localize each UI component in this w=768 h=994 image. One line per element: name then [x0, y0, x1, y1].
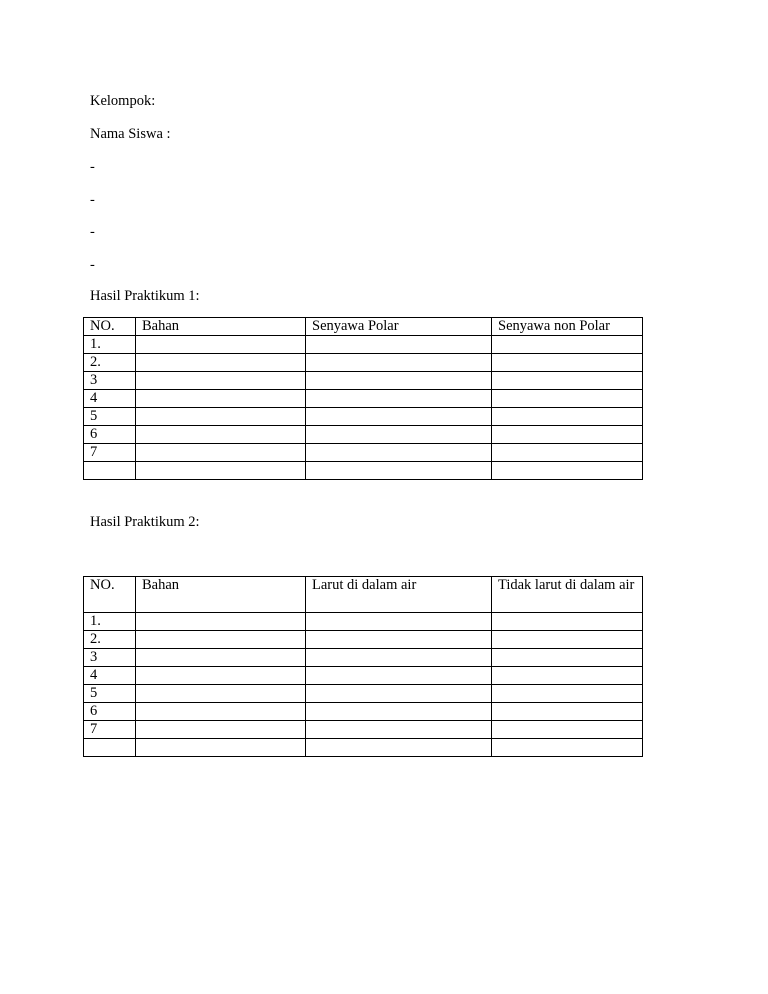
cell-soluble[interactable] [306, 703, 492, 721]
table-row [84, 372, 643, 390]
cell-insoluble[interactable] [492, 739, 643, 757]
cell-polar[interactable] [306, 426, 492, 444]
cell-bahan[interactable] [136, 703, 306, 721]
cell-bahan[interactable] [136, 390, 306, 408]
table-row [84, 721, 643, 739]
cell-bahan[interactable] [136, 354, 306, 372]
group-label: Kelompok: [90, 93, 156, 109]
row-number: 2. [84, 631, 136, 649]
cell-bahan[interactable] [136, 462, 306, 480]
column-header-no: NO. [84, 318, 136, 336]
cell-polar[interactable] [306, 354, 492, 372]
table-row [84, 613, 643, 631]
row-number: 4 [84, 390, 136, 408]
table-row [84, 390, 643, 408]
cell-non-polar[interactable] [492, 426, 643, 444]
column-header-bahan: Bahan [136, 318, 306, 336]
practicum-1-title: Hasil Praktikum 1: [90, 288, 200, 304]
cell-soluble[interactable] [306, 613, 492, 631]
cell-insoluble[interactable] [492, 667, 643, 685]
row-number: 3 [84, 649, 136, 667]
cell-non-polar[interactable] [492, 336, 643, 354]
row-number: 6 [84, 703, 136, 721]
cell-bahan[interactable] [136, 631, 306, 649]
cell-non-polar[interactable] [492, 354, 643, 372]
cell-polar[interactable] [306, 336, 492, 354]
row-number [84, 462, 136, 480]
cell-polar[interactable] [306, 390, 492, 408]
table-row [84, 649, 643, 667]
table-row [84, 426, 643, 444]
cell-bahan[interactable] [136, 721, 306, 739]
cell-bahan[interactable] [136, 426, 306, 444]
table-row [84, 462, 643, 480]
practicum-1-table [83, 317, 643, 480]
cell-bahan[interactable] [136, 649, 306, 667]
cell-bahan[interactable] [136, 372, 306, 390]
student-name-placeholder-3: - [90, 224, 95, 240]
column-header-bahan: Bahan [136, 577, 306, 613]
row-number: 5 [84, 685, 136, 703]
cell-soluble[interactable] [306, 721, 492, 739]
cell-bahan[interactable] [136, 739, 306, 757]
cell-soluble[interactable] [306, 631, 492, 649]
cell-polar[interactable] [306, 444, 492, 462]
table-row [84, 354, 643, 372]
cell-non-polar[interactable] [492, 444, 643, 462]
cell-insoluble[interactable] [492, 685, 643, 703]
table-row [84, 631, 643, 649]
table-row [84, 444, 643, 462]
student-name-placeholder-1: - [90, 159, 95, 175]
row-number: 3 [84, 372, 136, 390]
cell-non-polar[interactable] [492, 462, 643, 480]
cell-bahan[interactable] [136, 685, 306, 703]
cell-bahan[interactable] [136, 667, 306, 685]
cell-insoluble[interactable] [492, 631, 643, 649]
cell-non-polar[interactable] [492, 390, 643, 408]
table-row [84, 667, 643, 685]
column-header-soluble: Larut di dalam air [306, 577, 492, 613]
cell-bahan[interactable] [136, 613, 306, 631]
column-header-insoluble: Tidak larut di dalam air [492, 577, 643, 613]
table-header-row [84, 577, 643, 613]
row-number: 1. [84, 613, 136, 631]
cell-polar[interactable] [306, 372, 492, 390]
table-row [84, 739, 643, 757]
student-names-label: Nama Siswa : [90, 126, 171, 142]
cell-non-polar[interactable] [492, 372, 643, 390]
row-number: 1. [84, 336, 136, 354]
cell-insoluble[interactable] [492, 649, 643, 667]
cell-bahan[interactable] [136, 408, 306, 426]
row-number: 7 [84, 721, 136, 739]
cell-polar[interactable] [306, 462, 492, 480]
cell-insoluble[interactable] [492, 721, 643, 739]
table-row [84, 336, 643, 354]
cell-insoluble[interactable] [492, 703, 643, 721]
practicum-2-title: Hasil Praktikum 2: [90, 514, 200, 530]
column-header-polar: Senyawa Polar [306, 318, 492, 336]
cell-insoluble[interactable] [492, 613, 643, 631]
cell-soluble[interactable] [306, 739, 492, 757]
row-number [84, 739, 136, 757]
student-name-placeholder-2: - [90, 192, 95, 208]
row-number: 4 [84, 667, 136, 685]
column-header-non-polar: Senyawa non Polar [492, 318, 643, 336]
row-number: 5 [84, 408, 136, 426]
row-number: 6 [84, 426, 136, 444]
practicum-2-table [83, 576, 643, 757]
table-row [84, 685, 643, 703]
row-number: 7 [84, 444, 136, 462]
cell-polar[interactable] [306, 408, 492, 426]
cell-bahan[interactable] [136, 336, 306, 354]
cell-soluble[interactable] [306, 667, 492, 685]
table-row [84, 408, 643, 426]
cell-bahan[interactable] [136, 444, 306, 462]
table-row [84, 703, 643, 721]
cell-soluble[interactable] [306, 685, 492, 703]
column-header-no: NO. [84, 577, 136, 613]
table-header-row [84, 318, 643, 336]
row-number: 2. [84, 354, 136, 372]
student-name-placeholder-4: - [90, 257, 95, 273]
cell-non-polar[interactable] [492, 408, 643, 426]
cell-soluble[interactable] [306, 649, 492, 667]
